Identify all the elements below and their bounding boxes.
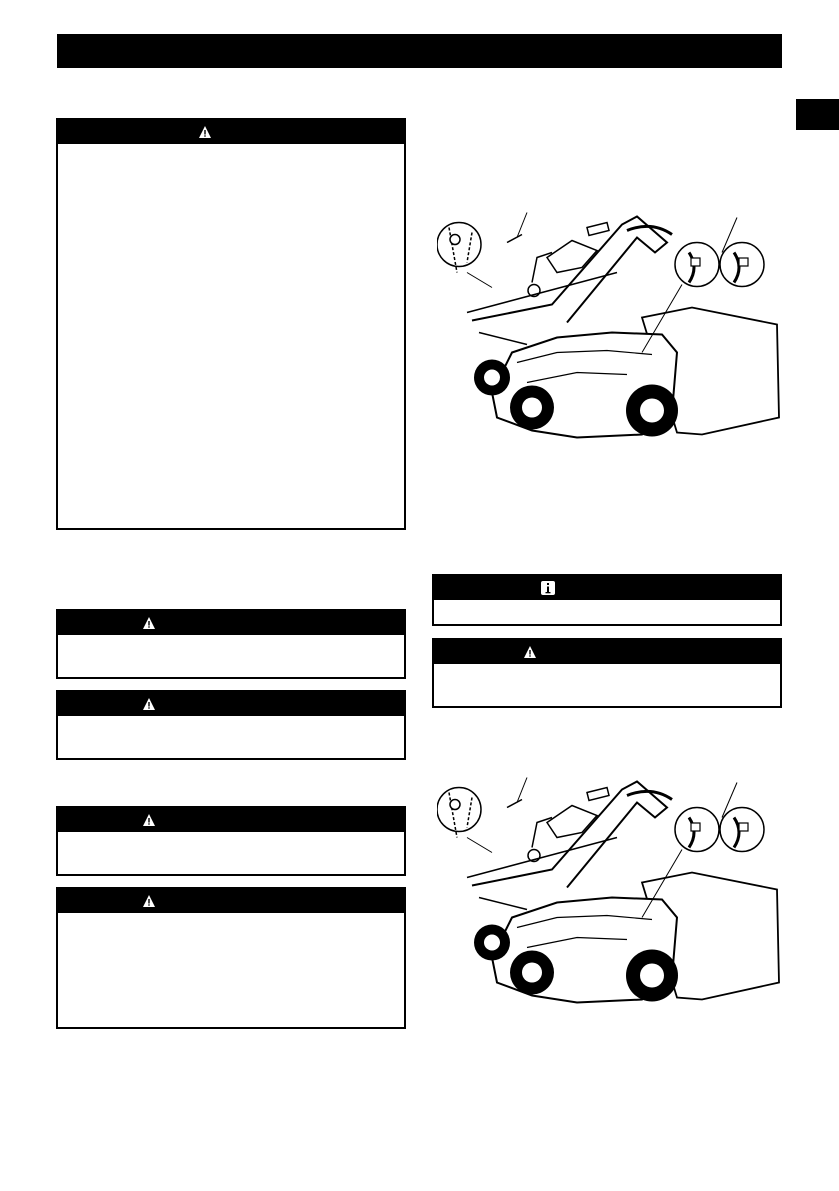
warning-triangle-icon <box>198 125 212 139</box>
page-header-bar <box>57 34 782 68</box>
warning-box-2 <box>56 609 406 679</box>
warning-box-header <box>58 692 404 716</box>
warning-box-3 <box>56 690 406 760</box>
warning-box-header <box>58 808 404 832</box>
info-icon <box>541 581 555 595</box>
info-box-header <box>434 576 780 600</box>
lock-closed-icon <box>739 823 748 831</box>
warning-box-1 <box>56 118 406 530</box>
lock-open-icon <box>691 823 700 831</box>
warning-triangle-icon <box>523 645 537 659</box>
warning-triangle-icon <box>142 813 156 827</box>
warning-box-header <box>58 120 404 144</box>
handle-assembly-figure-2 <box>437 770 782 1020</box>
warning-box-header <box>58 611 404 635</box>
warning-box-5 <box>56 887 406 1029</box>
warning-box-4 <box>56 806 406 876</box>
warning-box-header <box>434 640 780 664</box>
warning-triangle-icon <box>142 697 156 711</box>
warning-triangle-icon <box>142 894 156 908</box>
warning-box-6 <box>432 638 782 708</box>
lock-closed-icon <box>739 258 748 266</box>
warning-box-header <box>58 889 404 913</box>
lock-open-icon <box>691 258 700 266</box>
language-tab <box>796 99 839 130</box>
handle-assembly-figure-1 <box>437 205 782 455</box>
warning-triangle-icon <box>142 616 156 630</box>
info-box <box>432 574 782 626</box>
